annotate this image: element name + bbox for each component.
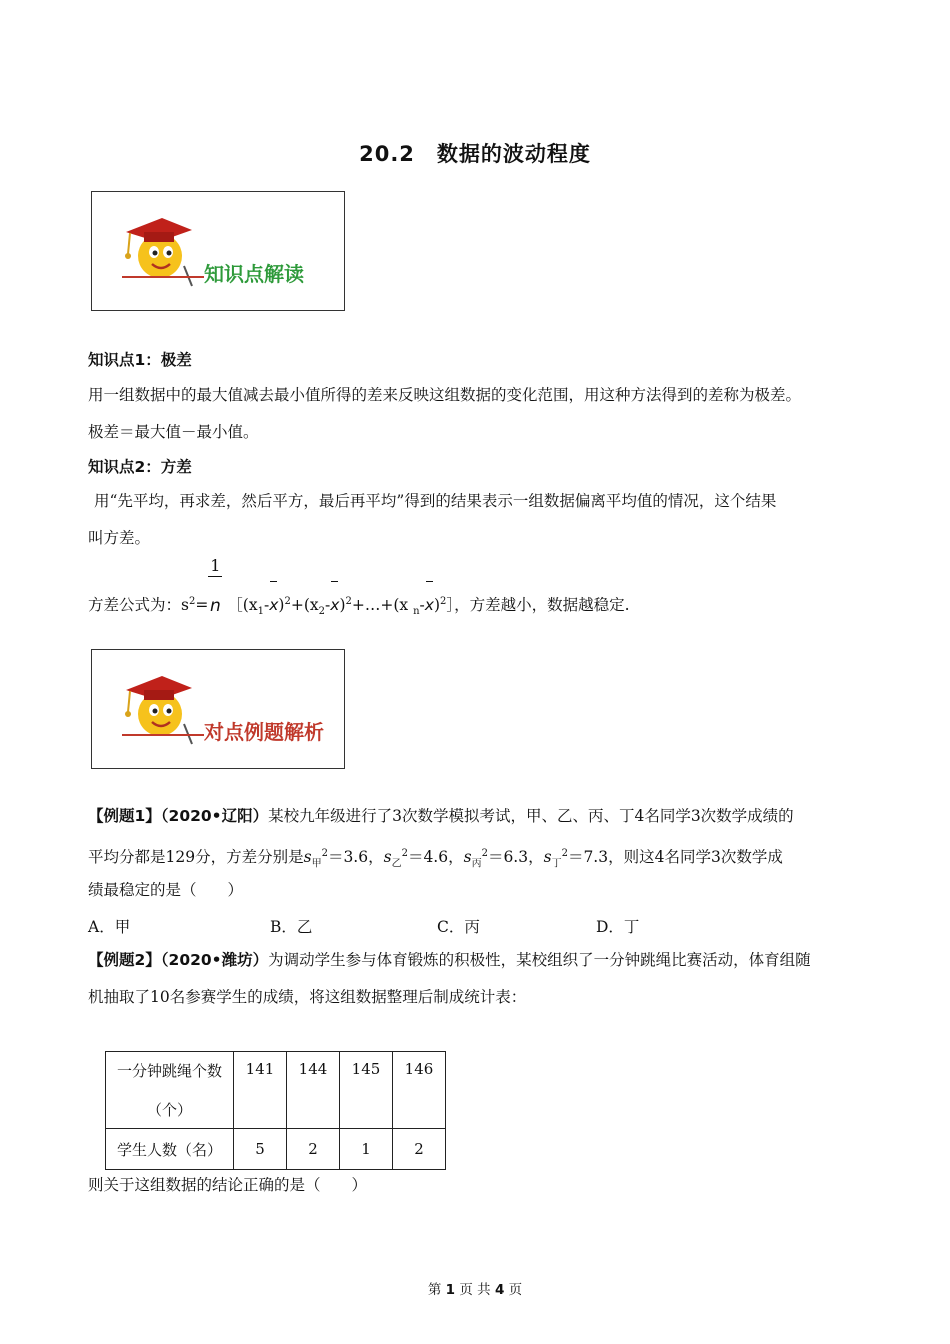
graduate-mascot-icon — [118, 668, 198, 748]
formula-suffix: ，方差越小，数据越稳定. — [454, 596, 630, 615]
example2-line2: 机抽取了10名参赛学生的成绩，将这组数据整理后制成统计表： — [88, 988, 527, 1006]
table-cell: 1 — [340, 1129, 393, 1170]
option-b[interactable]: B．乙 — [270, 918, 313, 936]
banner-label: 对点例题解析 — [204, 720, 324, 744]
table-cell: 144 — [287, 1052, 340, 1129]
stats-table — [105, 1051, 446, 1170]
kp1-line2: 极差＝最大值－最小值。 — [88, 423, 259, 441]
graduate-mascot-icon — [118, 210, 198, 290]
table-row — [106, 1129, 446, 1170]
example1-line1: 【例题1】（2020•辽阳）某校九年级进行了3次数学模拟考试，甲、乙、丙、丁4名同学3次数学成绩的 — [88, 807, 794, 825]
table-header-cell: 一分钟跳绳个数 （个） — [106, 1052, 234, 1129]
page-title: 20.2 数据的波动程度 — [359, 142, 591, 166]
section-banner-knowledge — [91, 191, 345, 311]
kp1-heading: 知识点1：极差 — [88, 351, 192, 369]
example2-question: 则关于这组数据的结论正确的是（ ） — [88, 1176, 368, 1194]
page-footer: 第 1 页 共 4 页 — [427, 1282, 523, 1298]
table-cell: 141 — [234, 1052, 287, 1129]
example2-tag: 【例题2】（2020•潍坊） — [88, 951, 269, 969]
table-cell: 146 — [393, 1052, 446, 1129]
banner-label: 知识点解读 — [204, 262, 304, 286]
table-cell: 2 — [393, 1129, 446, 1170]
fraction-one-over-n: $\frac{1}{n}$ — [209, 556, 221, 617]
section-banner-examples — [91, 649, 345, 769]
table-cell: 5 — [234, 1129, 287, 1170]
option-a[interactable]: A．甲 — [88, 918, 131, 936]
table-cell: 145 — [340, 1052, 393, 1129]
option-d[interactable]: D．丁 — [596, 918, 640, 936]
formula-prefix: 方差公式为： — [88, 596, 182, 615]
example2-line1: 【例题2】（2020•潍坊）为调动学生参与体育锻炼的积极性，某校组织了一分钟跳绳比赛活动，体育组随 — [88, 951, 811, 969]
variance-formula: 方差公式为：$s^2=$ $\frac{1}{n}$ $[(x_1-x)^2+(x_2-x)^2+\dots+(x$ $_n$-x)$^2$］，方差越小，数据越稳定. — [88, 556, 630, 618]
kp2-heading: 知识点2：方差 — [88, 458, 192, 476]
kp2-line2: 叫方差。 — [88, 529, 151, 547]
example1-tag: 【例题1】（2020•辽阳） — [88, 807, 269, 825]
kp1-line1: 用一组数据中的最大值减去最小值所得的差来反映这组数据的变化范围，用这种方法得到的差称为极差。 — [88, 386, 802, 404]
example1-line2: 平均分都是129分，方差分别是$s_甲^2=3.6$，$s_乙^2=4.6$，$s_丙^2=6.3$，$s_丁^2=7.3$，则这4名同学3次数学成 — [88, 848, 783, 870]
kp2-line1: 用“先平均，再求差，然后平方，最后再平均”得到的结果表示一组数据偏离平均值的情况，这个结果 — [94, 492, 777, 510]
banner-underline — [122, 734, 204, 736]
table-row — [106, 1052, 446, 1129]
banner-underline — [122, 276, 204, 278]
table-cell: 2 — [287, 1129, 340, 1170]
table-header-cell: 学生人数（名） — [106, 1129, 234, 1170]
example1-line3: 绩最稳定的是（ ） — [88, 881, 244, 899]
option-c[interactable]: C．丙 — [437, 918, 480, 936]
